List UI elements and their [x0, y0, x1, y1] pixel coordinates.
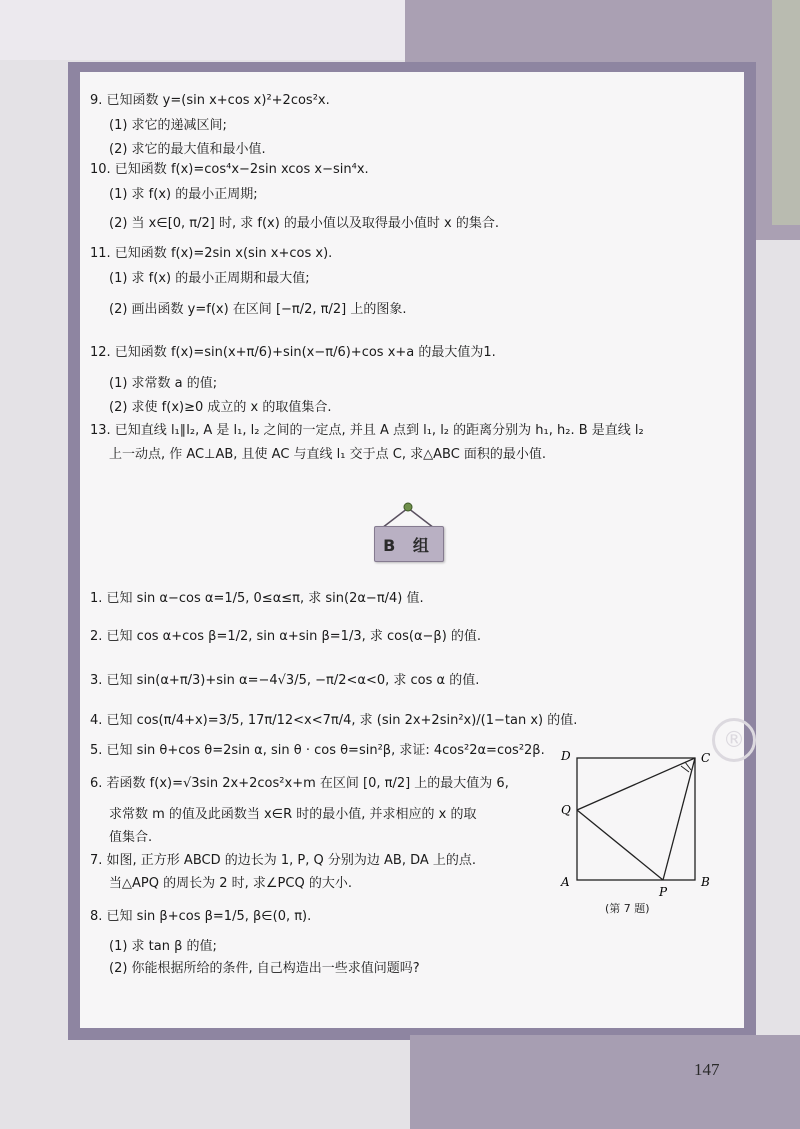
b-exercise-1: 1. 已知 sin α−cos α=1/5, 0≤α≤π, 求 sin(2α−π/4) 值.: [90, 591, 424, 606]
b-exercise-5: 5. 已知 sin θ+cos θ=2sin α, sin θ · cos θ=sin²β, 求证: 4cos²2α=cos²2β.: [90, 743, 545, 758]
label-p: P: [659, 885, 668, 899]
segment-pc: [663, 758, 695, 880]
b-exercise-8: 8. 已知 sin β+cos β=1/5, β∈(0, π).: [90, 909, 312, 924]
exercise-9-part-2: (2) 求它的最大值和最小值.: [109, 142, 266, 157]
b-exercise-6-line-3: 值集合.: [109, 830, 153, 845]
b-exercise-7: 7. 如图, 正方形 ABCD 的边长为 1, P, Q 分别为边 AB, DA 上的点.: [90, 853, 477, 868]
b-group-title: B 组: [374, 526, 444, 562]
page-number: 147: [694, 1060, 720, 1079]
segment-qc: [577, 758, 695, 810]
side-tab: [772, 0, 800, 225]
exercise-12-part-2: (2) 求使 f(x)≥0 成立的 x 的取值集合.: [109, 400, 332, 415]
registered-watermark-icon: ®: [712, 718, 756, 762]
b-group-sign: [360, 498, 460, 598]
exercise-9: 9. 已知函数 y=(sin x+cos x)²+2cos²x.: [90, 93, 330, 108]
b-exercise-6-line-2: 求常数 m 的值及此函数当 x∈R 时的最小值, 并求相应的 x 的取: [109, 807, 477, 822]
label-a: A: [561, 875, 570, 889]
figure-caption: (第 7 题): [605, 902, 650, 915]
exercise-11-part-2: (2) 画出函数 y=f(x) 在区间 [−π/2, π/2] 上的图象.: [109, 302, 407, 317]
square-figure: [555, 748, 725, 918]
exercise-13-line-1: 13. 已知直线 l₁∥l₂, A 是 l₁, l₂ 之间的一定点, 并且 A 点到 l₁, l₂ 的距离分别为 h₁, h₂. B 是直线 l₂: [90, 423, 644, 438]
b-exercise-2: 2. 已知 cos α+cos β=1/2, sin α+sin β=1/3, 求 cos(α−β) 的值.: [90, 629, 482, 644]
b-exercise-4: 4. 已知 cos(π/4+x)=3/5, 17π/12<x<7π/4, 求 (sin 2x+2sin²x)/(1−tan x) 的值.: [90, 713, 578, 728]
exercise-11: 11. 已知函数 f(x)=2sin x(sin x+cos x).: [90, 246, 333, 261]
exercise-10: 10. 已知函数 f(x)=cos⁴x−2sin xcos x−sin⁴x.: [90, 162, 369, 177]
exercise-12-part-1: (1) 求常数 a 的值;: [109, 376, 218, 391]
label-b: B: [701, 875, 710, 889]
label-q: Q: [561, 803, 571, 817]
b-exercise-8-part-2: (2) 你能根据所给的条件, 自己构造出一些求值问题吗?: [109, 961, 420, 976]
exercise-10-part-1: (1) 求 f(x) 的最小正周期;: [109, 187, 258, 202]
label-c: C: [701, 751, 711, 765]
exercise-9-part-1: (1) 求它的递减区间;: [109, 118, 227, 133]
footer-decoration: [410, 1035, 800, 1129]
b-exercise-7-line-2: 当△APQ 的周长为 2 时, 求∠PCQ 的大小.: [109, 876, 352, 891]
b-exercise-6: 6. 若函数 f(x)=√3sin 2x+2cos²x+m 在区间 [0, π/2] 上的最大值为 6,: [90, 776, 509, 791]
b-exercise-3: 3. 已知 sin(α+π/3)+sin α=−4√3/5, −π/2<α<0, 求 cos α 的值.: [90, 673, 480, 688]
segment-qp: [577, 810, 663, 880]
square-abcd: [577, 758, 695, 880]
label-d: D: [561, 749, 571, 763]
exercise-11-part-1: (1) 求 f(x) 的最小正周期和最大值;: [109, 271, 310, 286]
exercise-13-line-2: 上一动点, 作 AC⊥AB, 且使 AC 与直线 l₁ 交于点 C, 求△ABC 面积的最小值.: [109, 447, 547, 462]
exercise-12: 12. 已知函数 f(x)=sin(x+π/6)+sin(x−π/6)+cos x+a 的最大值为1.: [90, 345, 496, 360]
exercise-10-part-2: (2) 当 x∈[0, π/2] 时, 求 f(x) 的最小值以及取得最小值时 x 的集合.: [109, 216, 500, 231]
b-exercise-8-part-1: (1) 求 tan β 的值;: [109, 939, 217, 954]
